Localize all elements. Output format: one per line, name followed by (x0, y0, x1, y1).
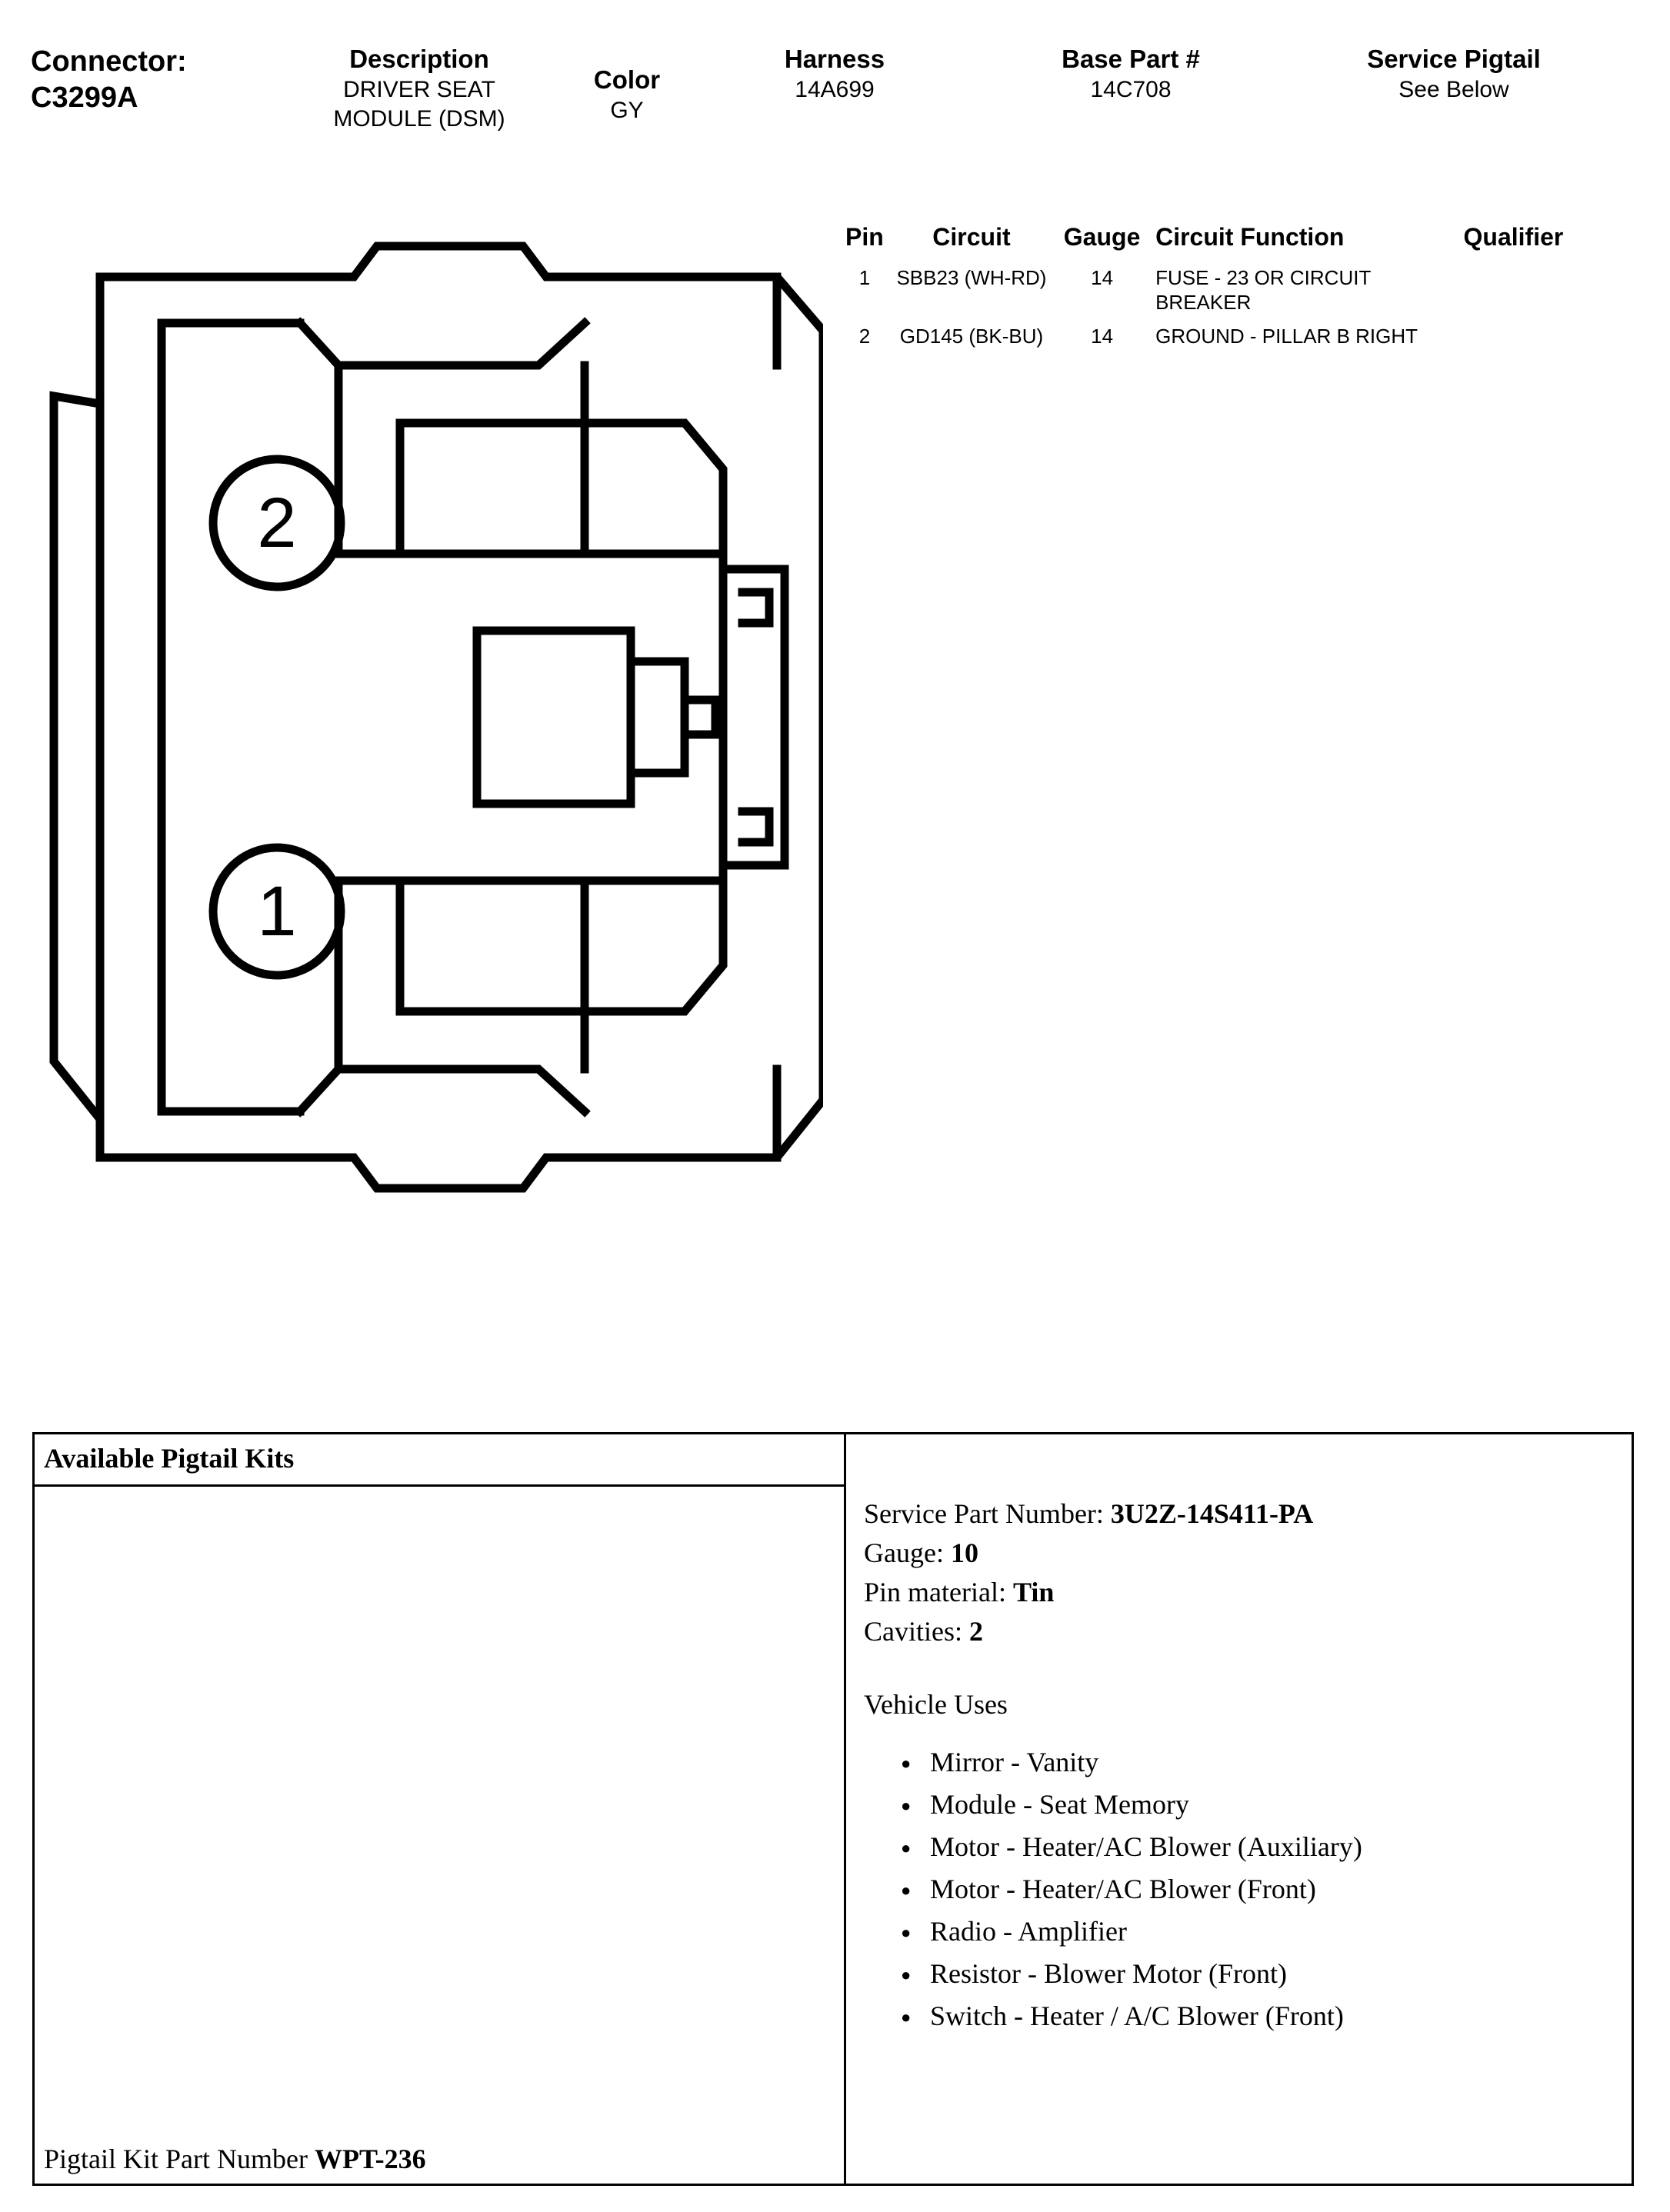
service-pigtail-value: See Below (1398, 77, 1509, 102)
service-part-number-row (864, 1494, 1632, 1534)
service-part-number-label: Service Part Number: (864, 1498, 1104, 1529)
column-header-circuit-function: Circuit Function (1155, 223, 1345, 251)
cell-qualifier (1464, 321, 1635, 355)
cell-pin: 2 (858, 325, 871, 348)
connector-diagram (46, 231, 823, 1208)
base-part-field (1023, 43, 1238, 105)
pin-material-row (864, 1573, 1632, 1612)
column-header-pin: Pin (845, 223, 884, 251)
column-header-gauge: Gauge (1063, 223, 1141, 251)
cell-circuit: SBB23 (WH-RD) (896, 266, 1047, 289)
pin-marker-2: 2 (257, 484, 297, 562)
cell-gauge: 14 (1091, 266, 1114, 289)
color-value: GY (610, 98, 644, 123)
list-item: ● Resistor - Blower Motor (Front) (930, 1953, 1632, 1995)
vehicle-uses-list (864, 1741, 1632, 2037)
pigtail-gauge-value: 10 (950, 1537, 978, 1568)
cell-gauge: 14 (1091, 325, 1114, 348)
list-item: ● Module - Seat Memory (930, 1784, 1632, 1826)
pigtail-kits-title-bar (35, 1434, 846, 1487)
vehicle-uses-heading: Vehicle Uses (864, 1689, 1008, 1720)
pigtail-kits-title: Available Pigtail Kits (44, 1443, 295, 1474)
harness-field (738, 43, 931, 105)
pigtail-kit-details-pane (855, 1487, 1632, 2184)
list-item: ● Motor - Heater/AC Blower (Auxiliary) (930, 1826, 1632, 1868)
pin-material-label: Pin material: (864, 1577, 1006, 1607)
service-pigtail-label: Service Pigtail (1367, 45, 1541, 73)
cavities-row (864, 1612, 1632, 1651)
list-item: ● Mirror - Vanity (930, 1741, 1632, 1784)
connector-value: C3299A (31, 82, 138, 114)
cavities-value: 2 (969, 1616, 983, 1647)
column-header-qualifier: Qualifier (1463, 223, 1564, 251)
pigtail-kit-image-pane (35, 1487, 846, 2184)
color-field (569, 64, 685, 125)
list-item: ● Switch - Heater / A/C Blower (Front) (930, 1995, 1632, 2037)
base-part-value: 14C708 (1090, 77, 1172, 102)
document-header (0, 29, 1670, 137)
pigtail-kit-part-label: Pigtail Kit Part Number (44, 2144, 308, 2174)
description-value: DRIVER SEAT MODULE (DSM) (333, 77, 505, 132)
column-header-circuit: Circuit (932, 223, 1011, 251)
service-pigtail-field (1315, 43, 1592, 105)
cell-circuit-function: GROUND - PILLAR B RIGHT (1155, 325, 1418, 348)
pin-material-value: Tin (1012, 1577, 1055, 1607)
service-part-number-value: 3U2Z-14S411-PA (1110, 1498, 1314, 1529)
cell-circuit: GD145 (BK-BU) (899, 325, 1044, 348)
pigtail-kit-part-value: WPT-236 (314, 2144, 426, 2174)
table-row (835, 262, 1635, 321)
pin-table (835, 223, 1635, 355)
description-field (292, 43, 546, 134)
cell-circuit-function: FUSE - 23 OR CIRCUIT BREAKER (1155, 266, 1371, 314)
connector-label: Connector: (31, 45, 187, 78)
pigtail-kit-part-number (44, 2140, 426, 2177)
table-row (835, 321, 1635, 355)
pigtail-gauge-row (864, 1534, 1632, 1573)
list-item: ● Radio - Amplifier (930, 1911, 1632, 1953)
list-item: ● Motor - Heater/AC Blower (Front) (930, 1868, 1632, 1911)
harness-label: Harness (784, 45, 885, 73)
color-label: Color (593, 65, 661, 94)
pigtail-gauge-label: Gauge: (864, 1537, 944, 1568)
available-pigtail-kits-panel (32, 1432, 1634, 2186)
cavities-label: Cavities: (864, 1616, 962, 1647)
base-part-label: Base Part # (1062, 45, 1200, 73)
harness-value: 14A699 (795, 77, 875, 102)
description-label: Description (349, 45, 489, 73)
pin-marker-1: 1 (257, 872, 297, 951)
connector-field (31, 43, 308, 115)
cell-pin: 1 (858, 266, 871, 289)
cell-qualifier (1464, 262, 1635, 321)
pin-table-header-row (835, 223, 1635, 262)
connector-illustration (46, 231, 823, 1208)
